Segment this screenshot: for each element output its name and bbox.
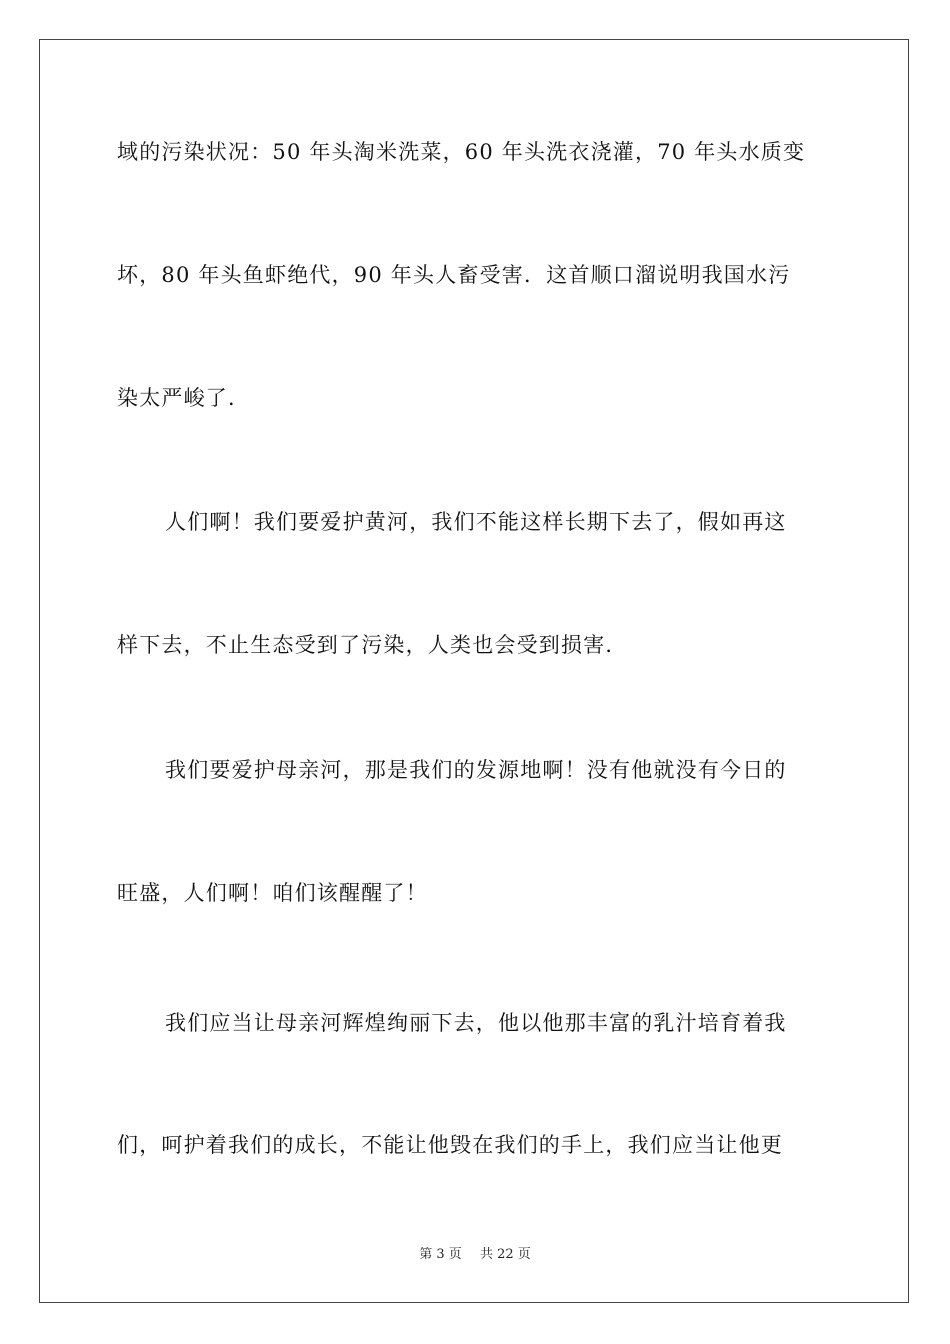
body-text-line: 坏，80 年头鱼虾绝代，90 年头人畜受害．这首顺口溜说明我国水污 (117, 263, 791, 287)
paragraph-first-line: 人们啊！我们要爱护黄河，我们不能这样长期下去了，假如再这 (165, 510, 787, 534)
paragraph-first-line: 我们应当让母亲河辉煌绚丽下去，他以他那丰富的乳汁培育着我 (165, 1011, 787, 1035)
body-text-line: 域的污染状况：50 年头淘米洗菜，60 年头洗衣浇灌，70 年头水质变 (117, 140, 806, 164)
page-number-total: 共 22 页 (479, 1247, 531, 1262)
page-number-current: 第 3 页 (419, 1247, 462, 1262)
body-text-line: 旺盛，人们啊！咱们该醒醒了！ (117, 881, 428, 905)
page-border (39, 39, 909, 1303)
page-footer (0, 1246, 950, 1264)
body-text-line: 染太严峻了． (117, 386, 251, 410)
body-text-line: 们，呵护着我们的成长，不能让他毁在我们的手上，我们应当让他更 (117, 1133, 783, 1157)
body-text-line: 样下去，不止生态受到了污染，人类也会受到损害． (117, 633, 628, 657)
paragraph-first-line: 我们要爱护母亲河，那是我们的发源地啊！没有他就没有今日的 (165, 758, 787, 782)
